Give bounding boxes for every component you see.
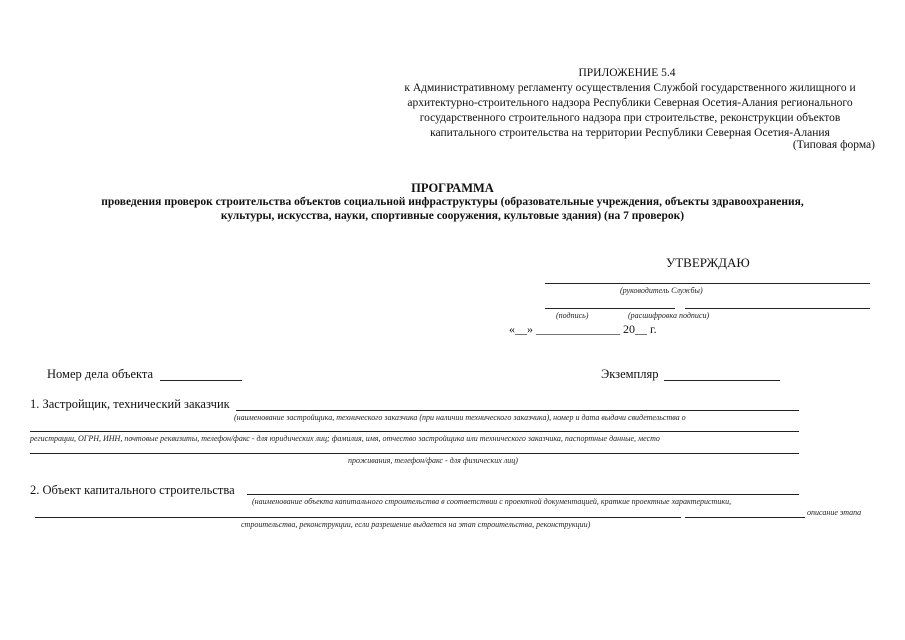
case-number-label: Номер дела объекта <box>47 367 154 381</box>
developer-caption-1: (наименование застройщика, технического заказчика (при наличии технического заказчика), номер и дата выдачи свидетельства о <box>234 413 686 422</box>
program-title: ПРОГРАММА <box>411 181 494 195</box>
capital-object-line-1 <box>247 494 799 495</box>
approve-title: УТВЕРЖДАЮ <box>666 255 750 270</box>
signature-decoding-line <box>685 308 870 309</box>
developer-line-3 <box>30 453 799 454</box>
capital-object-caption-3: строительства, реконструкции, если разрешение выдается на этап строительства, реконструкции) <box>241 520 591 529</box>
capital-object-line-2b <box>685 517 805 518</box>
appendix-title: ПРИЛОЖЕНИЕ 5.4 <box>578 67 676 79</box>
copy-label: Экземпляр <box>601 367 659 381</box>
appendix-line-2: архитектурно-строительного надзора Республики Северная Осетия-Алания регионального <box>407 97 853 109</box>
appendix-line-1: к Административному регламенту осуществления Службой государственного жилищного и <box>404 82 856 94</box>
developer-label: 1. Застройщик, технический заказчик <box>30 397 230 411</box>
signature-line <box>545 308 675 309</box>
case-number-line <box>160 380 242 381</box>
head-of-service-line <box>545 283 870 284</box>
program-subtitle-line-1: проведения проверок строительства объектов социальной инфраструктуры (образовательные учреждения, объекты здравоохранения, <box>101 196 804 208</box>
head-of-service-caption: (руководитель Службы) <box>620 286 703 295</box>
approval-date: «__» ______________ 20__ г. <box>509 322 657 336</box>
appendix-line-4: капитального строительства на территории Республики Северная Осетия-Алания <box>430 127 830 139</box>
capital-object-label: 2. Объект капитального строительства <box>30 483 235 497</box>
developer-line-2 <box>30 431 799 432</box>
capital-object-caption-2: описание этапа <box>807 508 862 517</box>
appendix-line-3: государственного строительного надзора при строительстве, реконструкции объектов <box>419 112 841 124</box>
developer-line-1 <box>236 410 799 411</box>
form-type-label: (Типовая форма) <box>792 139 875 151</box>
developer-caption-2: регистрации, ОГРН, ИНН, почтовые реквизиты, телефон/факс - для юридических лиц; фамилия, имя, отчество застройщика или технического заказчика, паспортные данные, место <box>30 434 660 443</box>
copy-line <box>664 380 780 381</box>
program-subtitle-line-2: культуры, искусства, науки, спортивные сооружения, культовые здания) (на 7 проверок) <box>220 210 685 222</box>
signature-caption: (подпись) <box>556 311 589 320</box>
capital-object-line-2 <box>35 517 681 518</box>
developer-caption-3: проживания, телефон/факс - для физических лиц) <box>348 456 518 465</box>
capital-object-caption-1: (наименование объекта капитального строительства в соответствии с проектной документацией, краткие проектные характеристики, <box>252 497 732 506</box>
signature-decoding-caption: (расшифровка подписи) <box>628 311 710 320</box>
